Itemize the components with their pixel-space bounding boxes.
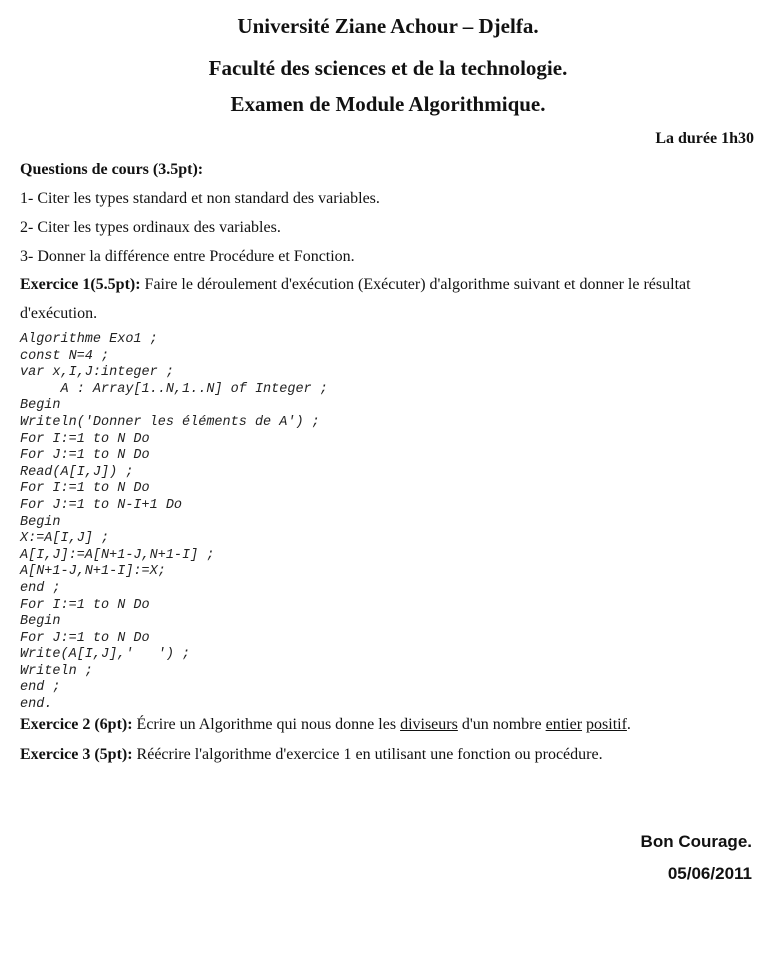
exercise3-label: Exercice 3 (5pt):	[20, 746, 133, 763]
exercise3-text: Réécrire l'algorithme d'exercice 1 en utilisant une fonction ou procédure.	[132, 746, 603, 763]
code-line: Writeln('Donner les éléments de A') ;	[20, 414, 320, 430]
code-line: Write(A[I,J],' ') ;	[20, 647, 191, 663]
exercise2-text: Écrire un Algorithme qui nous donne les	[132, 716, 401, 733]
exercise3-statement	[20, 746, 603, 764]
closing-message: Bon Courage.	[640, 832, 752, 851]
exercise2-text-d: .	[626, 716, 631, 733]
code-line: Begin	[20, 514, 61, 530]
code-line: X:=A[I,J] ;	[20, 531, 110, 547]
exercise1-text: Faire le déroulement d'exécution (Exécuter) d'algorithme suivant et donner le résultat	[140, 276, 691, 293]
code-line: For J:=1 to N Do	[20, 448, 150, 464]
code-line: For I:=1 to N Do	[20, 481, 150, 497]
exercise2-word-integer: entier	[545, 716, 583, 733]
course-question-2: 2- Citer les types ordinaux des variables.	[20, 219, 281, 236]
code-line: For I:=1 to N Do	[20, 597, 150, 613]
exercise2-statement	[20, 716, 631, 734]
code-line: A[N+1-J,N+1-I]:=X;	[20, 564, 166, 580]
university-title: Université Ziane Achour – Djelfa.	[237, 14, 539, 38]
code-line: end.	[20, 697, 53, 713]
algorithm-code-block	[20, 332, 328, 714]
code-line: For I:=1 to N Do	[20, 431, 150, 447]
code-line: A : Array[1..N,1..N] of Integer ;	[20, 381, 328, 397]
code-line: Writeln ;	[20, 663, 93, 679]
faculty-title: Faculté des sciences et de la technologie.	[208, 56, 568, 80]
code-line: Begin	[20, 614, 61, 630]
exam-date: 05/06/2011	[667, 864, 752, 883]
exercise1-label: Exercice 1(5.5pt):	[20, 276, 141, 293]
code-line: const N=4 ;	[20, 348, 110, 364]
code-line: For J:=1 to N Do	[20, 630, 150, 646]
exercise1-text-continued: d'exécution.	[20, 305, 98, 322]
exercise2-word-positive: positif	[586, 716, 627, 733]
code-line: Algorithme Exo1 ;	[20, 332, 158, 347]
code-line: var x,I,J:integer ;	[20, 365, 174, 381]
code-line: A[I,J]:=A[N+1-J,N+1-I] ;	[20, 547, 215, 563]
course-question-3: 3- Donner la différence entre Procédure et Fonction.	[20, 248, 355, 265]
exercise2-word-divisors: diviseurs	[400, 716, 458, 733]
exercise2-label: Exercice 2 (6pt):	[20, 716, 133, 733]
code-line: Read(A[I,J]) ;	[20, 464, 134, 480]
exercise1-statement	[20, 276, 691, 294]
course-question-1: 1- Citer les types standard et non standard des variables.	[20, 190, 380, 207]
course-questions-title: Questions de cours (3.5pt):	[20, 161, 204, 178]
code-line: For J:=1 to N-I+1 Do	[20, 497, 183, 513]
code-line: end ;	[20, 580, 61, 596]
code-line: end ;	[20, 680, 61, 696]
exam-title: Examen de Module Algorithmique.	[230, 92, 546, 116]
exam-duration: La durée 1h30	[655, 130, 754, 147]
exercise2-text-b: d'un nombre	[457, 716, 546, 733]
code-line: Begin	[20, 398, 61, 414]
